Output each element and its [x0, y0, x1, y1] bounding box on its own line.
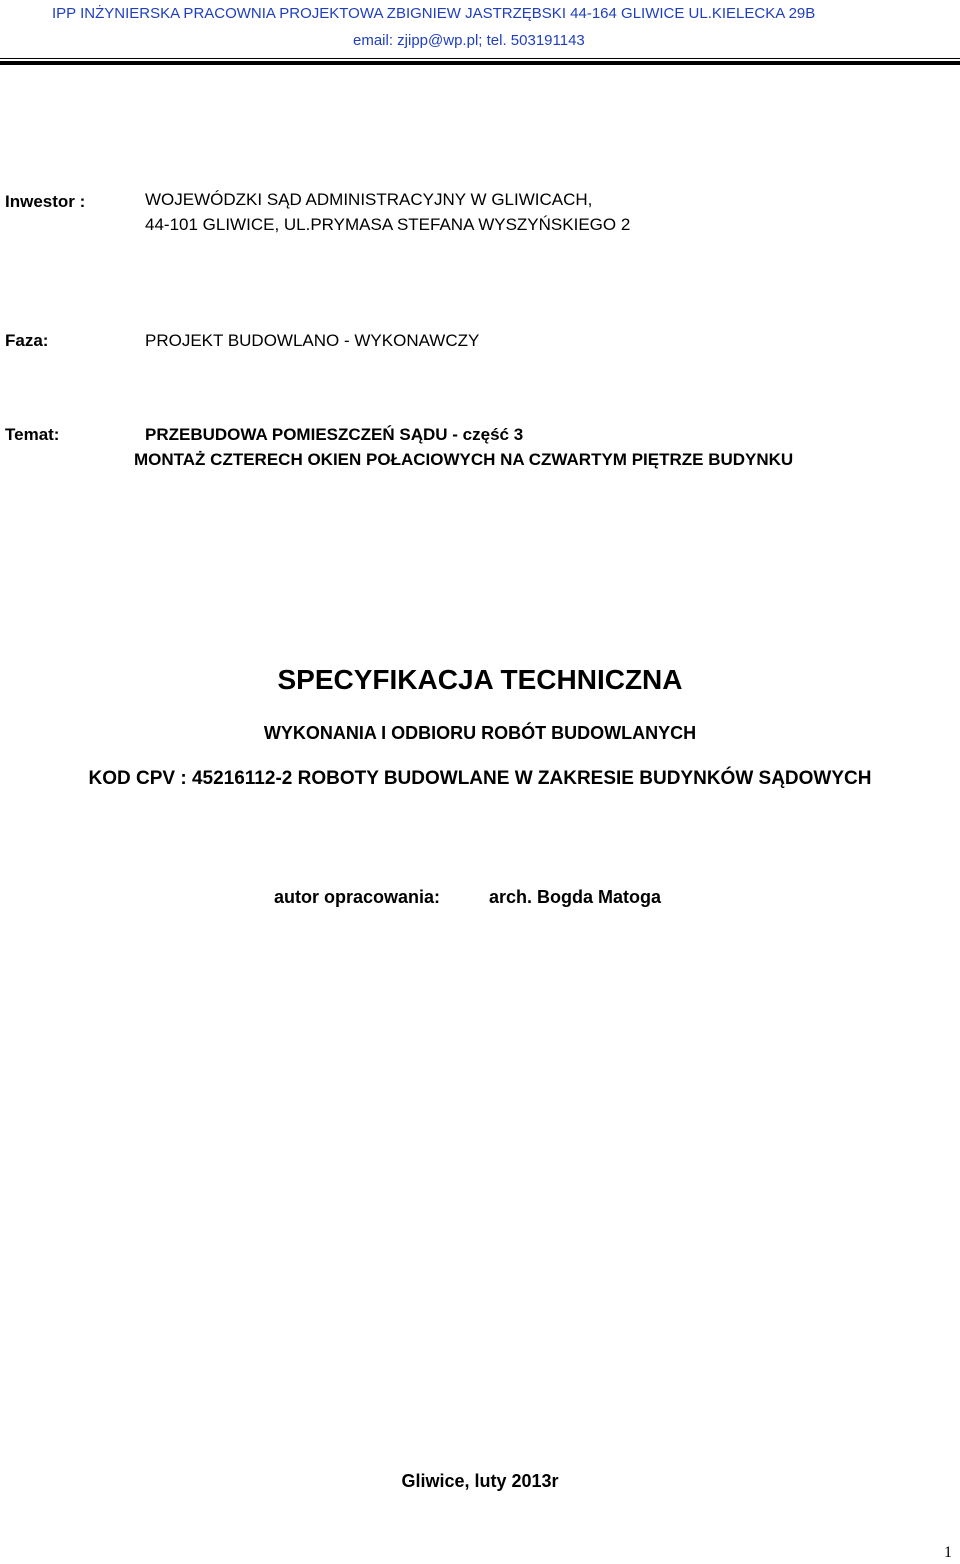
investor-label: Inwestor : — [5, 192, 86, 211]
topic-line-2: MONTAŻ CZTERECH OKIEN POŁACIOWYCH NA CZWARTYM PIĘTRZE BUDYNKU — [134, 450, 794, 469]
phase-value: PROJEKT BUDOWLANO - WYKONAWCZY — [145, 331, 480, 350]
page-number: 1 — [944, 1544, 952, 1561]
place-date: Gliwice, luty 2013r — [401, 1471, 559, 1491]
author-name: arch. Bogda Matoga — [489, 887, 662, 907]
header-divider-thin — [0, 58, 960, 59]
company-header: IPP INŻYNIERSKA PRACOWNIA PROJEKTOWA ZBIGNIEW JASTRZĘBSKI 44-164 GLIWICE UL.KIELECKA 29B — [52, 5, 816, 22]
phase-label: Faza: — [5, 331, 49, 350]
contact-line: email: zjipp@wp.pl; tel. 503191143 — [353, 32, 585, 49]
topic-label: Temat: — [5, 425, 60, 444]
topic-line-1: PRZEBUDOWA POMIESZCZEŃ SĄDU - część 3 — [145, 425, 524, 444]
cpv-code: KOD CPV : 45216112-2 ROBOTY BUDOWLANE W ZAKRESIE BUDYNKÓW SĄDOWYCH — [88, 768, 872, 789]
author-label: autor opracowania: — [274, 887, 441, 907]
header-divider-thick — [0, 61, 960, 65]
investor-name: WOJEWÓDZKI SĄD ADMINISTRACYJNY W GLIWICACH, — [145, 190, 593, 209]
investor-address: 44-101 GLIWICE, UL.PRYMASA STEFANA WYSZYŃSKIEGO 2 — [145, 215, 631, 234]
spec-title: SPECYFIKACJA TECHNICZNA — [277, 664, 683, 695]
spec-subtitle: WYKONANIA I ODBIORU ROBÓT BUDOWLANYCH — [263, 723, 697, 743]
